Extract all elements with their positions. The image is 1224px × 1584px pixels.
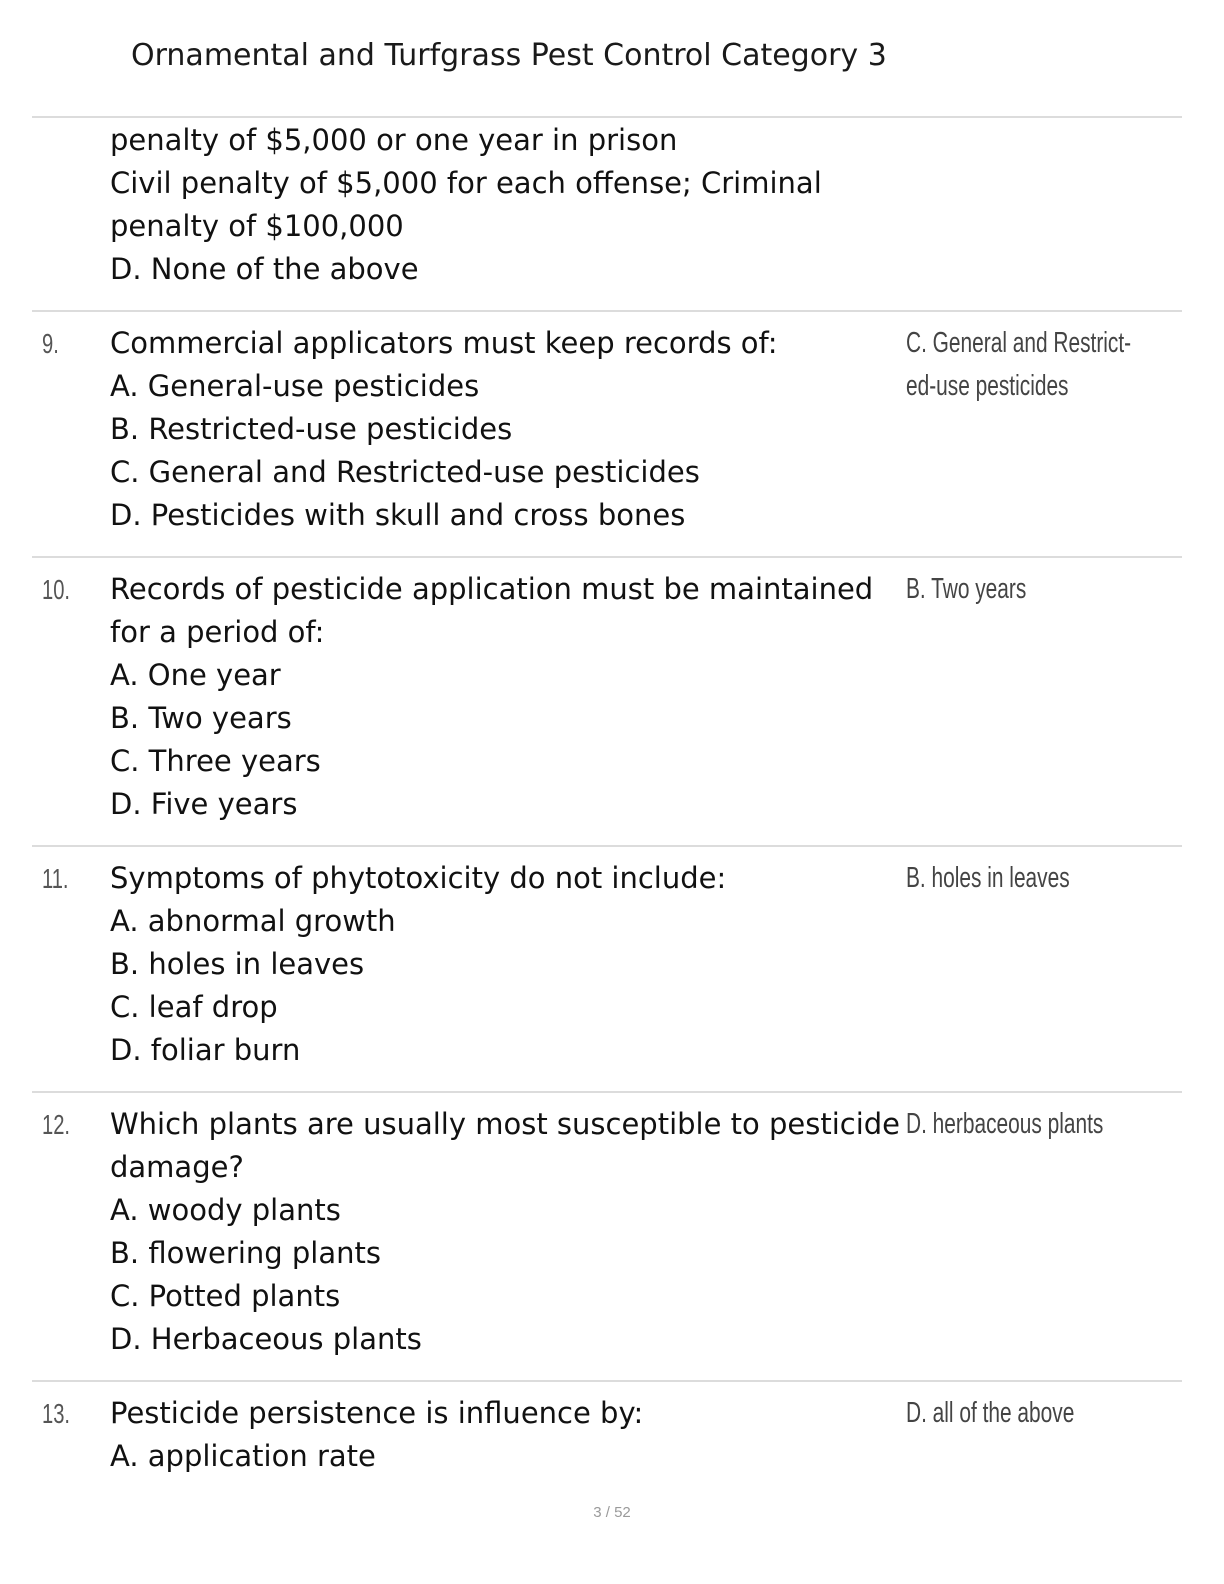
option-a: A. woody plants (110, 1193, 341, 1227)
question-number: 9. (42, 328, 59, 359)
question-text (110, 857, 910, 1072)
answer-line: B. holes in leaves (906, 862, 1070, 894)
answer-line: B. Two years (906, 573, 1027, 605)
question-line: Civil penalty of $5,000 for each offense; Criminal (110, 166, 822, 200)
answer-line: D. herbaceous plants (906, 1108, 1104, 1140)
question-text (110, 322, 910, 537)
question-text (110, 1392, 910, 1478)
option-b: B. holes in leaves (110, 947, 365, 981)
divider (32, 556, 1182, 558)
answer (906, 1103, 1223, 1146)
option-a: A. General-use pesticides (110, 369, 480, 403)
question-line: damage? (110, 1150, 244, 1184)
page-number: 3 / 52 (593, 1504, 631, 1521)
option-a: A. abnormal growth (110, 904, 396, 938)
divider (32, 845, 1182, 847)
option-c: C. leaf drop (110, 990, 278, 1024)
option-b: B. flowering plants (110, 1236, 381, 1270)
divider (32, 116, 1182, 118)
question-line: penalty of $100,000 (110, 209, 404, 243)
question-line: penalty of $5,000 or one year in prison (110, 123, 678, 157)
question-number: 11. (42, 863, 69, 894)
divider (32, 1091, 1182, 1093)
question-text (110, 119, 910, 291)
divider (32, 310, 1182, 312)
option-b: B. Restricted-use pesticides (110, 412, 513, 446)
answer (906, 322, 1223, 408)
divider (32, 1380, 1182, 1382)
question-line: Pesticide persistence is influence by: (110, 1396, 644, 1430)
option-a: A. One year (110, 658, 281, 692)
answer (906, 857, 1223, 900)
page-title: Ornamental and Turfgrass Pest Control Category 3 (131, 38, 887, 73)
option-b: B. Two years (110, 701, 292, 735)
option-d: D. Five years (110, 787, 298, 821)
question-number: 13. (42, 1398, 71, 1429)
answer-line: D. all of the above (906, 1397, 1075, 1429)
question-line: Which plants are usually most susceptible to pesticide (110, 1107, 901, 1141)
option-c: C. General and Restricted-use pesticides (110, 455, 700, 489)
option-c: C. Three years (110, 744, 321, 778)
question-line: Commercial applicators must keep records of: (110, 326, 778, 360)
question-text (110, 1103, 910, 1361)
answer-line: C. General and Restrict- (906, 327, 1132, 359)
question-text (110, 568, 910, 826)
question-number: 12. (42, 1109, 71, 1140)
question-line: Records of pesticide application must be maintained (110, 572, 874, 606)
question-line: D. None of the above (110, 252, 419, 286)
option-d: D. Herbaceous plants (110, 1322, 422, 1356)
option-d: D. Pesticides with skull and cross bones (110, 498, 686, 532)
question-line: for a period of: (110, 615, 325, 649)
answer-line: ed-use pesticides (906, 370, 1069, 402)
option-a: A. application rate (110, 1439, 376, 1473)
answer (906, 1392, 1223, 1435)
question-line: Symptoms of phytotoxicity do not include: (110, 861, 727, 895)
option-d: D. foliar burn (110, 1033, 301, 1067)
question-number: 10. (42, 574, 71, 605)
option-c: C. Potted plants (110, 1279, 341, 1313)
answer (906, 568, 1223, 611)
